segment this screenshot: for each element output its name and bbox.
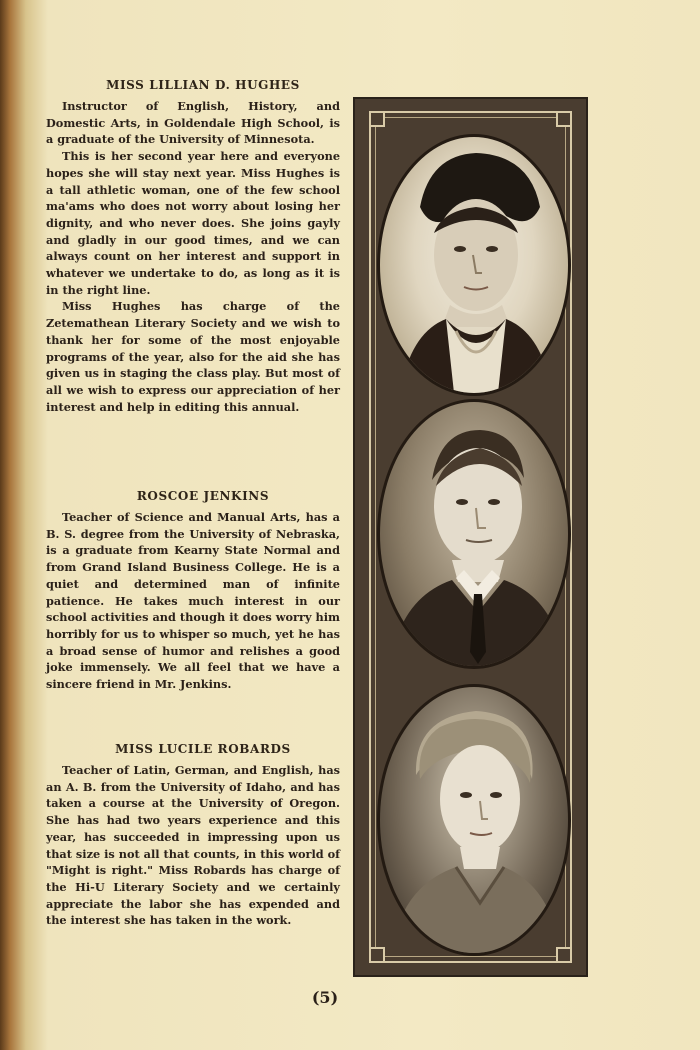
bio-paragraph: This is her second year here and everyone hopes she will stay next year. Miss Hughes is a tall athletic woman, one of the few school ma'ams who does not worry about losing her dignity, and who never does. She joins gayly and gladly in our good times, and we can always count on her interest and support in whatever we undertake to do, as long as it is in the right line. [46,149,340,297]
bio-hughes [46,78,340,415]
bio-paragraph: Instructor of English, History, and Domestic Arts, in Goldendale High School, is a graduate of the University of Minnesota. [46,99,340,147]
bio-jenkins [46,489,340,693]
frame-corner-ornament [369,111,385,127]
bio-heading-hughes: MISS LILLIAN D. HUGHES [106,78,300,92]
portrait-jenkins [377,399,571,669]
portrait-strip [353,97,588,977]
bio-paragraph: Miss Hughes has charge of the Zetemathean Literary Society and we wish to thank her for some of the most enjoyable programs of the year, also for the aid she has given us in staging the class play. But most of all we wish to express our appreciation of her interest and help in editing this annual. [46,299,340,414]
bio-paragraph: Teacher of Latin, German, and English, has an A. B. from the University of Idaho, and has taken a course at the University of Oregon. She has had two years experience and this year, has succeeded in impressing upon us that size is not all that counts, in this world of "Might is right." Miss Robards has charge of the Hi-U Literary Society and we certainly appreciate the labor she has expended and the interest she has taken in the work. [46,763,340,928]
page-number: (5) [311,988,339,1007]
portrait-hughes [377,134,571,396]
bio-heading-jenkins: ROSCOE JENKINS [136,489,270,503]
bio-robards [46,742,340,929]
portrait-robards [377,684,571,956]
frame-corner-ornament [556,111,572,127]
bio-heading-robards: MISS LUCILE ROBARDS [115,742,291,756]
bio-paragraph: Teacher of Science and Manual Arts, has a B. S. degree from the University of Nebraska, is a graduate from Kearny State Normal and from Grand Island Business College. He is a quiet and determined man of infinite patience. He takes much interest in our school activities and though it does worry him horribly for us to whisper so much, yet he has a broad sense of humor and relishes a good joke immensely. We all feel that we have a sincere friend in Mr. Jenkins. [46,510,340,692]
